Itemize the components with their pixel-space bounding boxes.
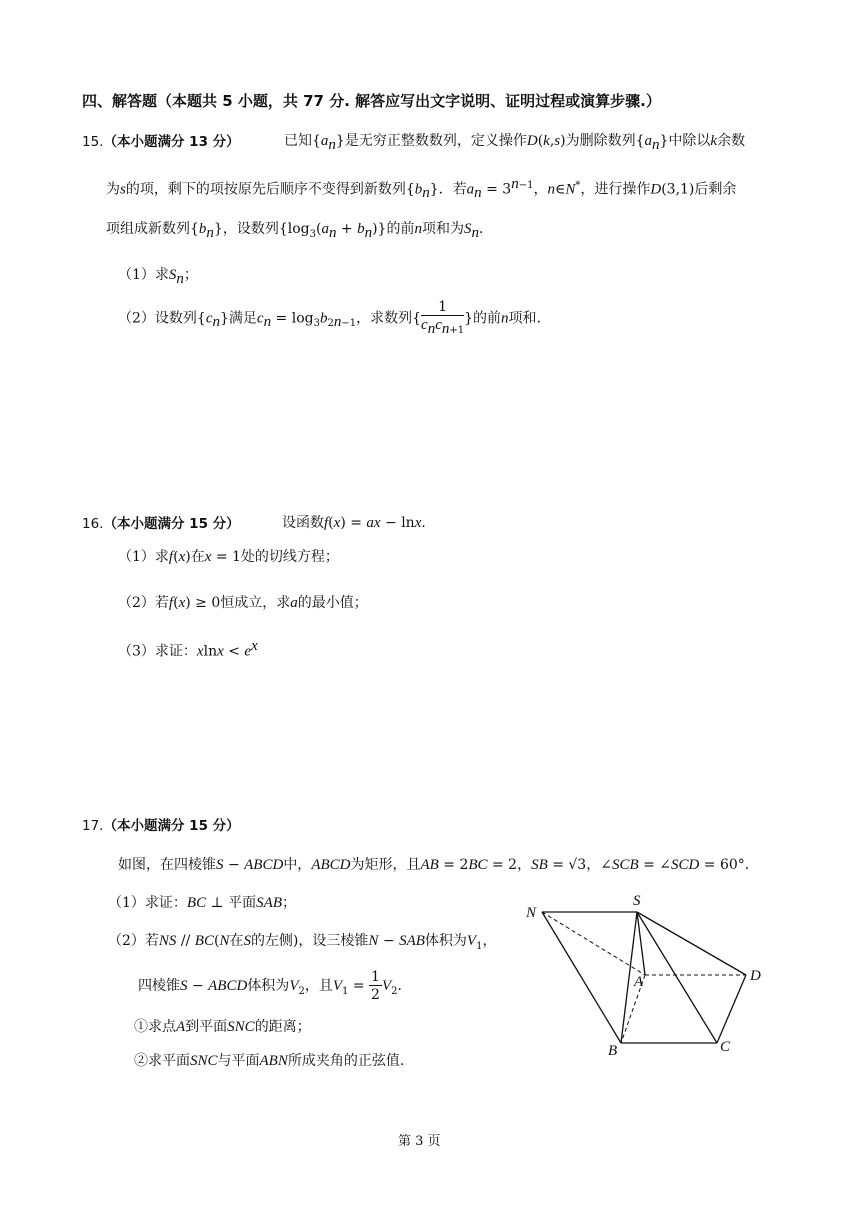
q17-part2-line1: （2）若NS // BC(N在S的左侧)，设三棱锥N − SAB体积为$V_1$，	[108, 933, 497, 952]
q16-score: （本小题满分 15 分）	[103, 516, 240, 532]
q15-stem-line2: 为s的项，剩下的项按原先后顺序不变得到新数列$\{b_n\}$．若$a_n = 3^{n-1}$，n∈N*，进行操作D(3,1)后剩余	[106, 176, 737, 202]
edge-CD	[717, 975, 746, 1043]
label-N: N	[526, 905, 537, 921]
edge-NB	[542, 912, 621, 1043]
q17-part1: （1）求证：BC ⊥ 平面SAB；	[108, 895, 296, 911]
label-A: A	[634, 974, 644, 990]
label-D: D	[750, 968, 761, 984]
q16-part1: （1）求f(x)在x = 1处的切线方程；	[118, 549, 339, 565]
q17-sub2: ②求平面SNC与平面ABN所成夹角的正弦值.	[134, 1053, 405, 1069]
q15-header	[82, 130, 240, 150]
q15-stem-line1: 已知$\{a_n\}$是无穷正整数数列，定义操作D(k,s)为删除数列$\{a_n\}$中除以k余数	[284, 133, 746, 153]
q16-header	[82, 512, 240, 532]
q17-header	[82, 814, 240, 834]
q16-number: 16.	[82, 516, 104, 532]
q17-score: （本小题满分 15 分）	[103, 818, 240, 834]
edge-NA-hidden	[542, 912, 645, 975]
edge-SD	[637, 912, 746, 975]
q15-part1: （1）求$S_n$；	[118, 267, 198, 287]
q16-part2: （2）若f(x) ≥ 0恒成立，求a的最小值；	[118, 595, 368, 611]
q15-score: （本小题满分 13 分）	[103, 134, 240, 150]
q15-stem-line3: 项组成新数列$\{b_n\}$，设数列$\{\log_3(a_n + b_n)\}$的前n项和为$S_n$．	[106, 221, 493, 241]
q17-sub1: ①求点A到平面SNC的距离；	[134, 1019, 311, 1035]
q17-stem: 如图，在四棱锥S − ABCD中，ABCD为矩形，且AB = 2BC = 2，SB = √3，∠SCB = ∠SCD = 60°．	[118, 857, 759, 873]
label-C: C	[720, 1039, 731, 1055]
q16-part3: （3）求证：$xlnx < e^x$	[118, 638, 258, 660]
q17-part2-line2: 四棱锥S − ABCD体积为$V_2$，且$V_1$ = $\frac{1}{2}$ $V_2$．	[138, 969, 412, 1003]
page-number: 第 3 页	[398, 1134, 441, 1149]
pyramid-figure	[520, 888, 780, 1060]
label-B: B	[608, 1043, 618, 1059]
section-title: 四、解答题（本题共 5 小题，共 77 分. 解答应写出文字说明、证明过程或演算步骤.）	[82, 92, 661, 110]
q15-part2: （2）设数列$\{c_n\}$满足$c_n = \log_3b_{2n-1}$，求数列{ $\frac{1}{c_nc_{n+1}}$ }的前n项和.	[118, 299, 541, 337]
label-S: S	[633, 893, 641, 909]
q16-stem: 设函数f(x) = ax − lnx．	[282, 515, 436, 531]
edge-SA	[637, 912, 645, 975]
q15-number: 15.	[82, 134, 104, 150]
edge-SC	[637, 912, 717, 1043]
q17-number: 17.	[82, 818, 104, 834]
